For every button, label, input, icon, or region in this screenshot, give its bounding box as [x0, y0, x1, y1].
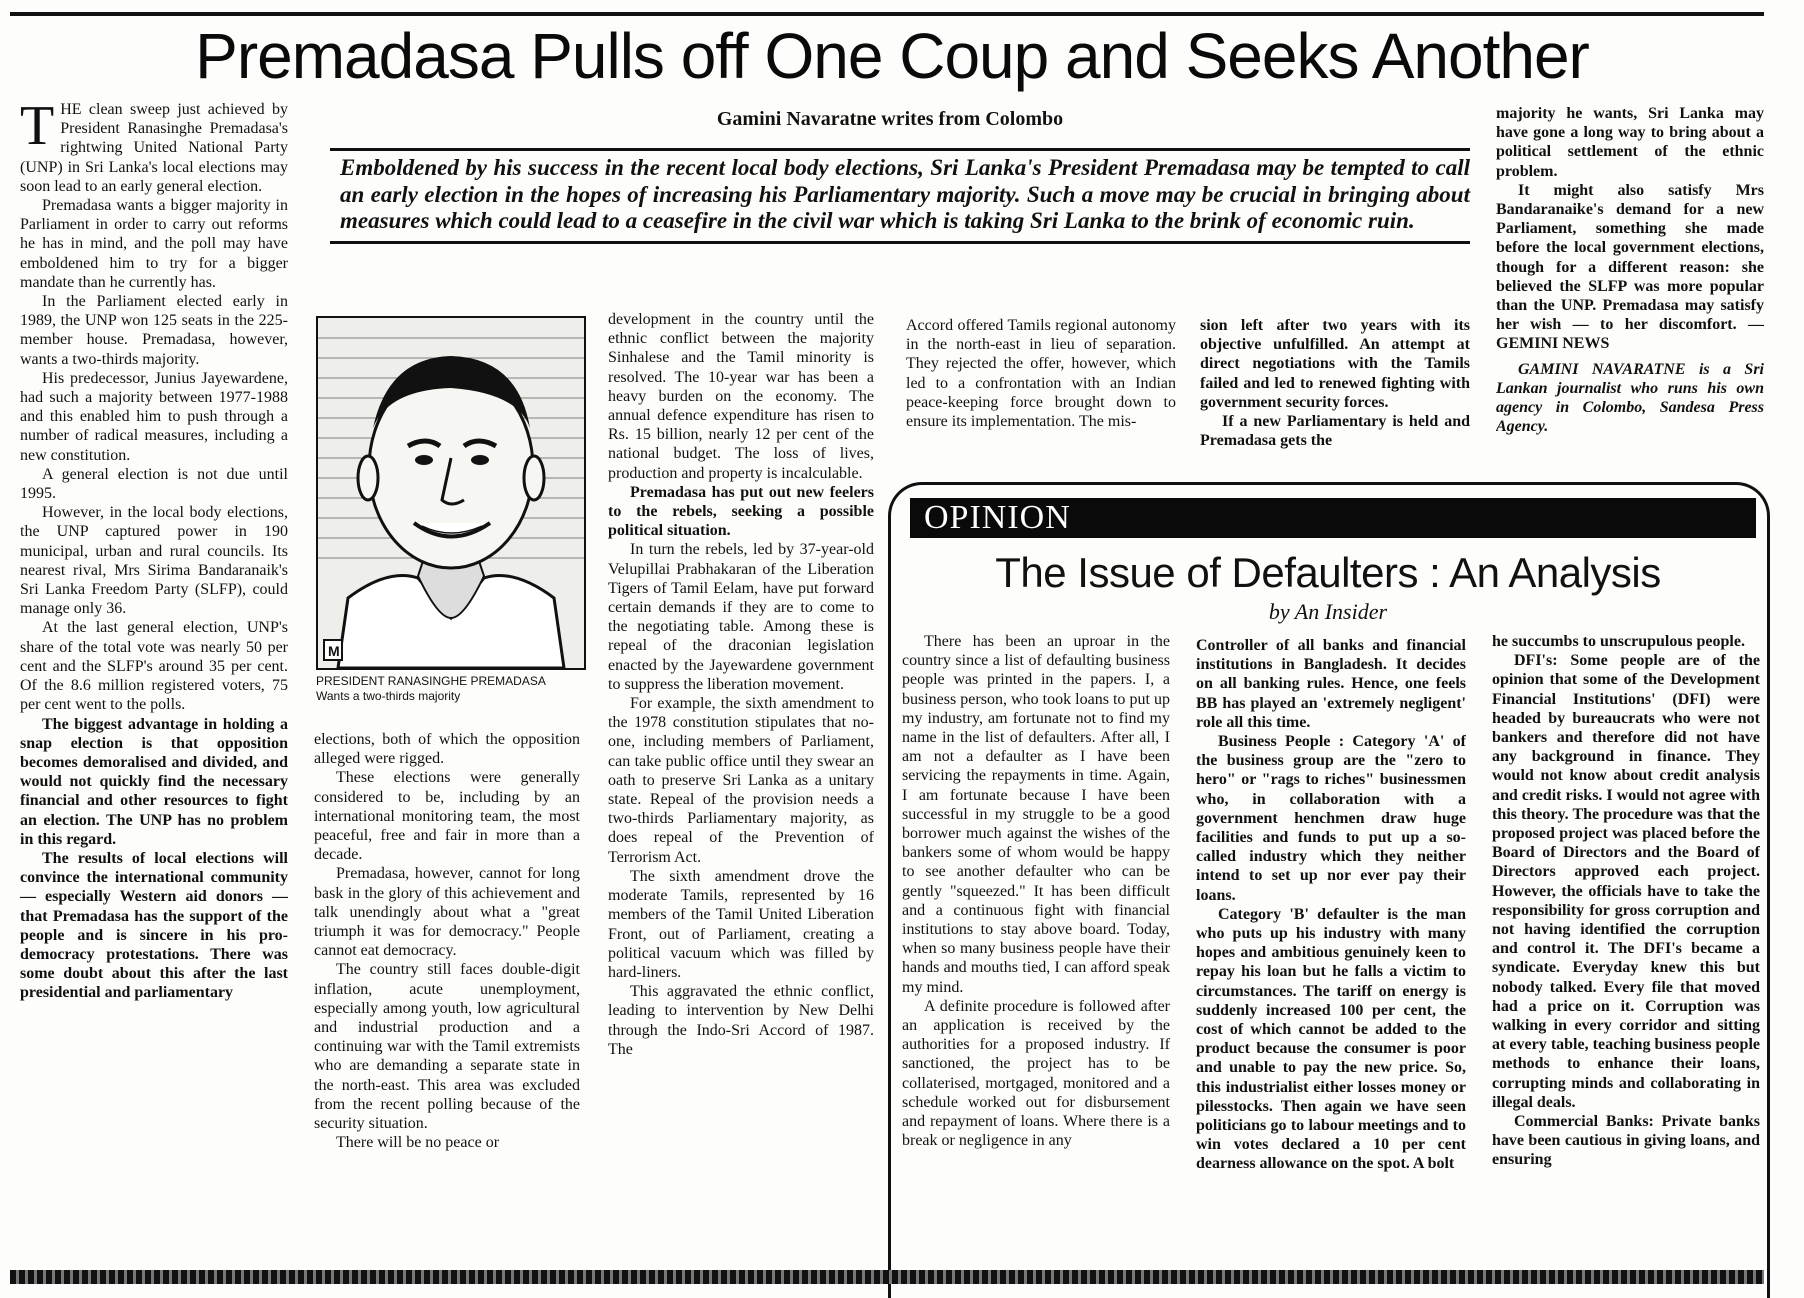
- paragraph: Controller of all banks and financial institutions in Bangladesh. It decides on all banking rules. Hence, one feels BB has played an 'extremely negligent' role all this time.: [1196, 637, 1466, 731]
- article-column-2: [314, 730, 580, 1270]
- article-column-5: [1200, 316, 1470, 476]
- paragraph: The country still faces double-digit inflation, acute unemployment, especially among youth, low agricultural and industrial production and a continuing war with the Tamil extremists who are demanding a separate state in the north-east. This area was excluded from the recent polling because of the security situation.: [314, 961, 580, 1133]
- paragraph: Premadasa has put out new feelers to the rebels, seeking a possible political situation.: [608, 483, 874, 540]
- paragraph: Premadasa, however, cannot for long bask in the glory of this achievement and talk unendingly about what a "great triumph it was for democracy." People cannot eat democracy.: [314, 865, 580, 960]
- paragraph: Premadasa wants a bigger majority in Parliament in order to carry out reforms he has in mind, and the poll may have emboldened him to try for a bigger mandate than he currently has.: [20, 197, 288, 291]
- paragraph: There has been an uproar in the country since a list of defaulting business people was printed in the papers. I, a business person, who took loans to put up my industry, am fortunate not to find my name in the list of defaulters. After all, I am not a defaulter as I have been servicing the repayments in time. Again, I am fortunate because I have been successful in my struggle to be a good borrower much against the wishes of the bankers some of whom would be happy to see another defaulter who can be gently "squeezed." It has been difficult and a continuous fight with financial institutions to stay above board. Today, when so many business people have their hands and mouths tied, I can afford speak my mind.: [902, 633, 1170, 996]
- paragraph: majority he wants, Sri Lanka may have gone a long way to bring about a political settlement of the ethnic problem.: [1496, 105, 1764, 180]
- opinion-title: The Issue of Defaulters : An Analysis: [995, 549, 1661, 596]
- paragraph: However, in the local body elections, the UNP captured power in 190 municipal, urban and rural councils. Its nearest rival, Mrs Sirima Bandaranaik's Sri Lanka Freedom Party (SLFP), could manage only 36.: [20, 504, 288, 618]
- paragraph: In the Parliament elected early in 1989, the UNP won 125 seats in the 225-member house. Premadasa, however, wants a two-thirds majority.: [20, 293, 288, 368]
- paragraph: His predecessor, Junius Jayewardene, had such a majority between 1977-1988 and this enabled him to push through a number of radical measures, including a new constitution.: [20, 369, 288, 464]
- paragraph: he succumbs to unscrupulous people.: [1492, 633, 1745, 650]
- paragraph: There will be no peace or: [336, 1134, 500, 1152]
- photo-caption: [316, 674, 596, 704]
- article-column-3: [608, 310, 874, 1270]
- paragraph: A general election is not due until 1995.: [20, 465, 288, 503]
- paragraph: A definite procedure is followed after an application is received by the authorities for a proposed industry. If sanctioned, the project has to be collaterised, mortgaged, monitored and a schedule worked out for disbursement and repayment of loans. Where there is a break or negligence in any: [902, 997, 1170, 1150]
- paragraph: The results of local elections will convince the international community — especially Western aid donors — that Premadasa has the support of the people and is sincere in his pro-democracy protestations. There was some doubt about this after the last presidential and parliamentary: [20, 849, 288, 1002]
- opinion-column-3: [1492, 632, 1760, 1270]
- paragraph: sion left after two years with its objective unfulfilled. An attempt at direct negotiations with the Tamils failed and led to renewed fighting with government security forces.: [1200, 317, 1470, 411]
- opinion-label: OPINION: [910, 498, 1756, 538]
- paragraph: It might also satisfy Mrs Bandaranaike's demand for a new Parliament, something she made before the local government elections, though for a different reason: she believed the SLFP was more popular than the UNP. Premadasa may satisfy her wish — to her discomfort. — GEMINI NEWS: [1496, 181, 1764, 353]
- paragraph: development in the country until the ethnic conflict between the majority Sinhalese and the Tamil minority is resolved. The 10-year war has been a heavy burden on the economy. The annual defence expenditure has risen to Rs. 15 billion, nearly 12 per cent of the national budget. The loss of lives, production and property is incalculable.: [608, 311, 874, 482]
- paragraph: HE clean sweep just achieved by President Ranasinghe Premadasa's rightwing United National Party (UNP) in Sri Lanka's local elections may soon lead to an early general election.: [20, 101, 288, 195]
- caption-name: PRESIDENT RANASINGHE PREMADASA: [316, 674, 546, 688]
- article-column-4: [906, 316, 1176, 476]
- paragraph: These elections were generally considered to be, including by an international monitoring team, the most peaceful, free and fair in more than a decade.: [314, 769, 580, 864]
- paragraph: At the last general election, UNP's share of the total vote was nearly 50 per cent and the SLFP's around 35 per cent. Of the 8.6 million registered voters, 75 per cent went to the polls.: [20, 619, 288, 714]
- article-column-6: [1496, 104, 1764, 474]
- byline: Gamini Navaratne writes from Colombo: [716, 108, 1064, 130]
- svg-text:M: M: [328, 643, 340, 659]
- paragraph: Commercial Banks: Private banks have been cautious in giving loans, and ensuring: [1492, 1113, 1760, 1169]
- opinion-byline: by An Insider: [1268, 599, 1388, 624]
- gemini-news-logo-icon: [324, 640, 342, 660]
- standfirst: Emboldened by his success in the recent local body elections, Sri Lanka's President Premadasa may be tempted to call an early election in the hopes of increasing his Parliamentary majority. Such a move may be crucial in bringing about measures which could lead to a ceasefire in the civil war which is taking Sri Lanka to the brink of economic ruin.: [330, 148, 1470, 244]
- paragraph: This aggravated the ethnic conflict, leading to intervention by New Delhi through the Indo-Sri Accord of 1987. The: [608, 983, 874, 1058]
- opinion-column-1: [902, 632, 1170, 1270]
- caption-subtitle: Wants a two-thirds majority: [316, 689, 461, 703]
- paragraph: In turn the rebels, led by 37-year-old Velupillai Prabhakaran of the Liberation Tigers of Tamil Eelam, have put forward certain demands if they are to come to the negotiating table. Among these is repeal of the draconian legislation enacted by the Jayewardene government to suppress the liberation movement.: [608, 541, 874, 693]
- portrait-illustration: [316, 316, 586, 670]
- paragraph: Category 'B' defaulter is the man who puts up his industry with many hopes and ambitious genuinely keen to repay his loan but he falls a victim to circumstances. The tariff on energy is suddenly increased 100 per cent, the cost of which cannot be added to the product because the consumer is poor and unable to pay the new price. So, this industrialist either losses money or pilesstocks. Then again we have seen politicians go to labour meetings and to win votes declared a 10 per cent dearness allowance on the spot. A bolt: [1196, 905, 1466, 1173]
- paragraph: The sixth amendment drove the moderate Tamils, represented by 16 members of the Tamil United Liberation Front, out of Parliament, creating a political vacuum which was filled by hard-liners.: [608, 867, 874, 981]
- paragraph: If a new Parliamentary is held and Premadasa gets the: [1200, 413, 1470, 450]
- paragraph: The biggest advantage in holding a snap election is that opposition becomes demoralised and divided, and would not quickly find the necessary financial and other resources to fight an election. The UNP has no problem in this regard.: [20, 715, 288, 848]
- headline: Premadasa Pulls off One Coup and Seeks Another: [195, 20, 1589, 92]
- paragraph: For example, the sixth amendment to the 1978 constitution stipulates that no-one, including members of Parliament, can take public office until they swear an oath to preserve Sri Lanka as a unitary state. Repeal of the provision needs a two-thirds Parliamentary majority, as does repeal of the Prevention of Terrorism Act.: [608, 695, 874, 866]
- author-note: GAMINI NAVARATNE is a Sri Lankan journalist who runs his own agency in Colombo, Sandesa Press Agency.: [1496, 360, 1764, 436]
- opinion-column-2: [1196, 636, 1466, 1270]
- paragraph: elections, both of which the opposition alleged were rigged.: [314, 731, 580, 768]
- paragraph: Accord offered Tamils regional autonomy in the north-east in lieu of separation. They rejected the offer, however, which led to a confrontation with an Indian peace-keeping force brought down to ensure its implementation. The mis-: [906, 317, 1176, 431]
- top-rule: [10, 12, 1764, 16]
- paragraph: Business People : Category 'A' of the business group are the "zero to hero" or "rags to riches" businessmen who, in collaboration with a government henchmen draw huge facilities and funds to put up a so-called industry which they neither intend to set up nor ever pay their loans.: [1196, 733, 1466, 904]
- drop-cap: T: [20, 100, 55, 157]
- paragraph: DFI's: Some people are of the opinion that some of the Development Financial Institutions' (DFI) were headed by bureaucrats who were not bankers and therefore did not have any background in finance. They would not know about credit analysis and credit risks. I would not agree with this theory. The procedure was that the proposed project was placed before the Board of Directors and the Board of Directors approved each project. However, the officials have to take the responsibility for gross corruption and not having identified the corruption and control it. The DFI's became a syndicate. Everyday knew this but nobody talked. Every file that moved had a price on it. Corruption was walking in every corridor and sitting at every table, teaching business people methods to enhance their loans, corrupting minds and collaborating in illegal deals.: [1492, 652, 1760, 1111]
- article-column-1: [20, 100, 288, 1270]
- bottom-rule: [10, 1270, 1764, 1284]
